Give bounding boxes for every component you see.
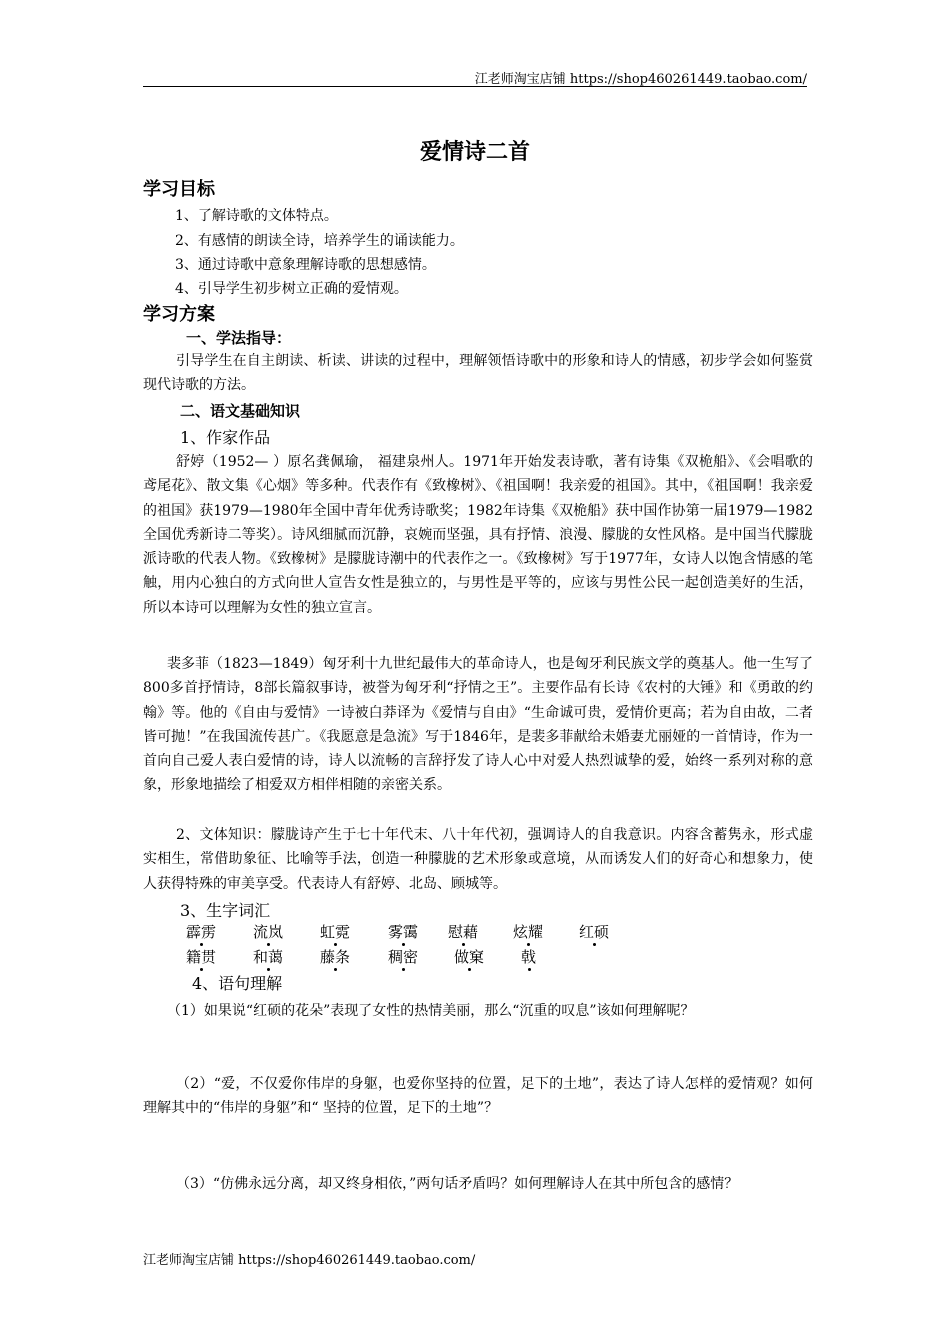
footer-shop-link: 江老师淘宝店铺 https://shop460261449.taobao.com/: [143, 1253, 476, 1268]
question-2: （2）“爱，不仅爱你伟岸的身躯，也爱你坚持的位置，足下的土地”，表达了诗人怎样的爱情观？如何理解其中的“伟岸的身躯”和“ 坚持的位置，足下的土地”？: [143, 1076, 813, 1117]
vocab-word: 藤条: [320, 948, 351, 966]
vocab-word: 红硕: [579, 923, 610, 941]
goal-item: 3、通过诗歌中意象理解诗歌的思想感情。: [175, 257, 436, 273]
method-heading: 一、学法指导：: [186, 329, 292, 347]
vocab-heading: 3、生字词汇: [180, 901, 271, 920]
vocab-word: 霹雳: [186, 923, 217, 941]
vocab-word: 雾霭: [388, 923, 419, 941]
vocab-word: 做窠: [454, 948, 485, 966]
vocab-word: 和蔼: [253, 948, 284, 966]
vocab-row-2: [186, 946, 686, 970]
question-3: （3）“仿佛永远分离，却又终身相依，”两句话矛盾吗？如何理解诗人在其中所包含的感情？: [176, 1176, 739, 1192]
vocab-word: 戟: [521, 948, 537, 966]
petofi-paragraph: 裴多菲（1823—1849）匈牙利十九世纪最伟大的革命诗人，也是匈牙利民族文学的奠基人。他一生写了800多首抒情诗，8部长篇叙事诗，被誉为匈牙利“抒情之王”。主要作品有长诗《农村的大锤》和《勇敢的约翰》等。他的《自由与爱情》一诗被白莽译为《爱情与自由》“生命诚可贵，爱情价更高；若为自由故，二者皆可抛！”在我国流传甚广。《我愿意是急流》写于1846年，是裴多菲献给未婚妻尤丽娅的一首情诗，作为一首向自己爱人表白爱情的诗，诗人以流畅的言辞抒发了诗人心中对爱人热烈诚挚的爱，始终一系列对称的意象，形象地描绘了相爱双方相伴相随的亲密关系。: [143, 656, 813, 794]
header-divider: [143, 86, 807, 87]
plan-heading: 学习方案: [143, 304, 215, 325]
vocab-row-1: [186, 921, 686, 945]
vocab-word: 籍贯: [186, 948, 217, 966]
genre-paragraph: 2、文体知识：朦胧诗产生于七十年代末、八十年代初，强调诗人的自我意识。内容含蓄隽永，形式虚实相生，常借助象征、比喻等手法，创造一种朦胧的艺术形象或意境，从而诱发人们的好奇心和想象力，使人获得特殊的审美享受。代表诗人有舒婷、北岛、顾城等。: [143, 827, 813, 892]
vocab-word: 慰藉: [448, 923, 479, 941]
goal-item: 1、了解诗歌的文体特点。: [175, 208, 338, 224]
method-text: 引导学生在自主朗读、析读、讲读的过程中，理解领悟诗歌中的形象和诗人的情感，初步学会如何鉴赏现代诗歌的方法。: [143, 353, 813, 394]
header-shop-link: 江老师淘宝店铺 https://shop460261449.taobao.com/: [474, 72, 807, 87]
author-heading: 1、作家作品: [180, 428, 271, 447]
page-title: 爱情诗二首: [419, 140, 530, 165]
basics-heading: 二、语文基础知识: [180, 402, 301, 420]
vocab-word: 虹霓: [320, 923, 351, 941]
question-1: （1）如果说“红硕的花朵”表现了女性的热情美丽，那么“沉重的叹息”该如何理解呢？: [167, 1003, 695, 1019]
shuting-paragraph: 舒婷（1952— ）原名龚佩瑜， 福建泉州人。1971年开始发表诗歌，著有诗集《双桅船》、《会唱歌的鸢尾花》、散文集《心烟》等多种。代表作有《致橡树》、《祖国啊！我亲爱的祖国》。其中，《祖国啊！我亲爱的祖国》获1979—1980年全国中青年优秀诗歌奖；1982年诗集《双桅船》获中国作协第一届1979—1982全国优秀新诗二等奖）。诗风细腻而沉静，哀婉而坚强，具有抒情、浪漫、朦胧的女性风格。是中国当代朦胧派诗歌的代表人物。《致橡树》是朦胧诗潮中的代表作之一。《致橡树》写于1977年，女诗人以饱含情感的笔触，用内心独白的方式向世人宣告女性是独立的，与男性是平等的，应该与男性公民一起创造美好的生活，所以本诗可以理解为女性的独立宣言。: [143, 454, 813, 616]
vocab-word: 流岚: [253, 923, 284, 941]
goals-heading: 学习目标: [143, 179, 215, 200]
goal-item: 4、引导学生初步树立正确的爱情观。: [175, 281, 408, 297]
vocab-word: 炫耀: [513, 923, 544, 941]
sentence-heading: 4、语句理解: [192, 974, 283, 993]
vocab-word: 稠密: [388, 948, 419, 966]
goal-item: 2、有感情的朗读全诗，培养学生的诵读能力。: [175, 233, 464, 249]
